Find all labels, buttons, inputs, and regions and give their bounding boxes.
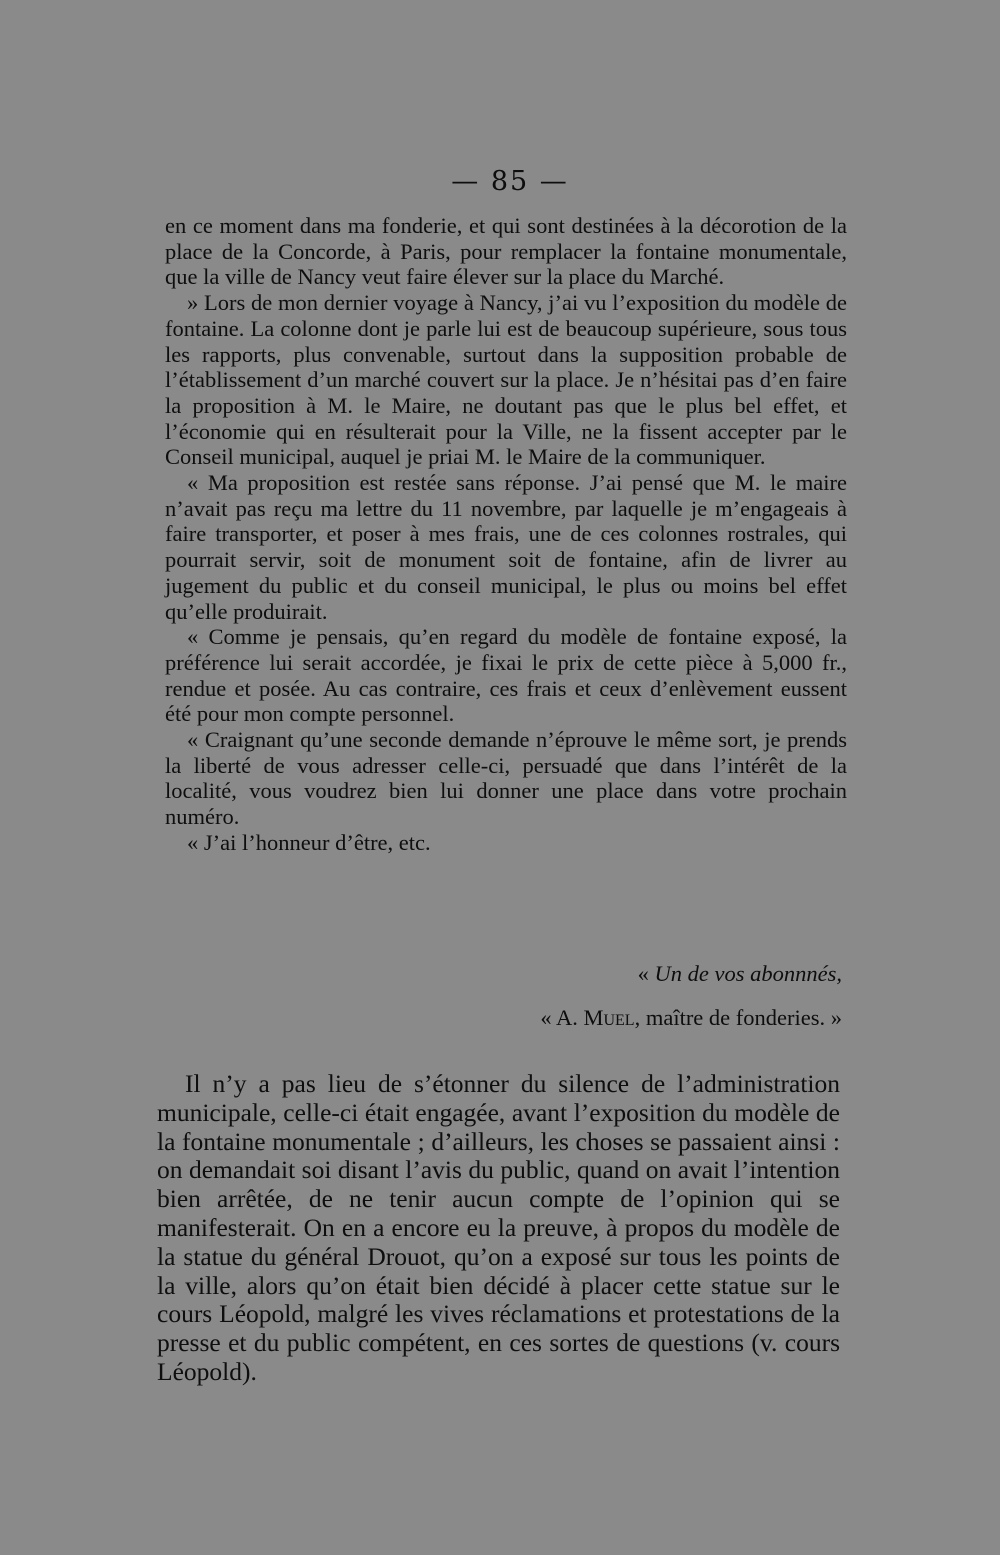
letter-paragraph: « Craignant qu’une seconde demande n’éprouve le même sort, je prends la liberté de vous adresser celle-ci, persuadé que dans l’intérêt de la localité, vous voudrez bien lui donner une place dans votre prochain numéro. — [165, 727, 847, 830]
signature-subscriber: Un de vos abonnnés, — [654, 961, 842, 986]
letter-paragraph: « Ma proposition est restée sans réponse. J’ai pensé que M. le maire n’avait pas reçu ma lettre du 11 novembre, par laquelle je m’engageais à faire transporter, et poser à mes frais, une de ces colonnes rostrales, qui pourrait servir, soit de monument soit de fontaine, afin de livrer au jugement du public et du conseil municipal, le plus ou moins bel effet qu’elle produirait. — [165, 470, 847, 624]
letter-paragraph: « Comme je pensais, qu’en regard du modèle de fontaine exposé, la préférence lui serait accordée, je fixai le prix de cette pièce à 5,000 fr., rendue et posée. Au cas contraire, ces frais et ceux d’enlèvement eussent été pour mon compte personnel. — [165, 624, 847, 727]
letter-body — [165, 213, 847, 856]
letter-paragraph: en ce moment dans ma fonderie, et qui sont destinées à la décorotion de la place de la Concorde, à Paris, pour remplacer la fontaine monumentale, que la ville de Nancy veut faire élever sur la place du Marché. — [165, 213, 847, 290]
signature-line-2 — [540, 1005, 842, 1031]
letter-paragraph: » Lors de mon dernier voyage à Nancy, j’ai vu l’exposition du modèle de fontaine. La colonne dont je parle lui est de beaucoup supérieure, sous tous les rapports, plus convenable, surtout dans la supposition probable de l’établissement d’un marché couvert sur la place. Je n’hésitai pas d’en faire la proposition à M. le Maire, ne doutant pas que le plus bel effet, et l’économie qui en résulterait pour la Ville, ne la fissent accepter par le Conseil municipal, auquel je priai M. le Maire de la communiquer. — [165, 290, 847, 470]
page-number: — 85 — — [451, 166, 569, 197]
letter-paragraph: « J’ai l’honneur d’être, etc. — [187, 829, 431, 855]
signature-title: , maître de fonderies. » — [634, 1005, 842, 1030]
signature-name: Muel — [583, 1005, 635, 1030]
commentary-paragraph: Il n’y a pas lieu de s’étonner du silence de l’administration municipale, celle-ci était engagée, avant l’exposition du modèle de la fontaine monumentale ; d’ailleurs, les choses se passaient ainsi : on demandait soi disant l’avis du public, quand on avait l’intention bien arrêtée, de ne tenir aucun compte de l’opinion qui se manifesterait. On en a encore eu la preuve, à propos du modèle de la statue du général Drouot, qu’on a exposé sur tous les points de la ville, alors qu’on était bien décidé à placer cette statue sur le cours Léopold, malgré les vives réclamations et protestations de la presse et du public compétent, en ces sortes de questions (v. cours Léopold). — [157, 1069, 840, 1386]
signature-line-1 — [638, 961, 842, 987]
signature-quote-mark: « — [637, 961, 655, 986]
commentary-block — [157, 1070, 840, 1387]
signature-prefix: « A. — [540, 1005, 584, 1030]
